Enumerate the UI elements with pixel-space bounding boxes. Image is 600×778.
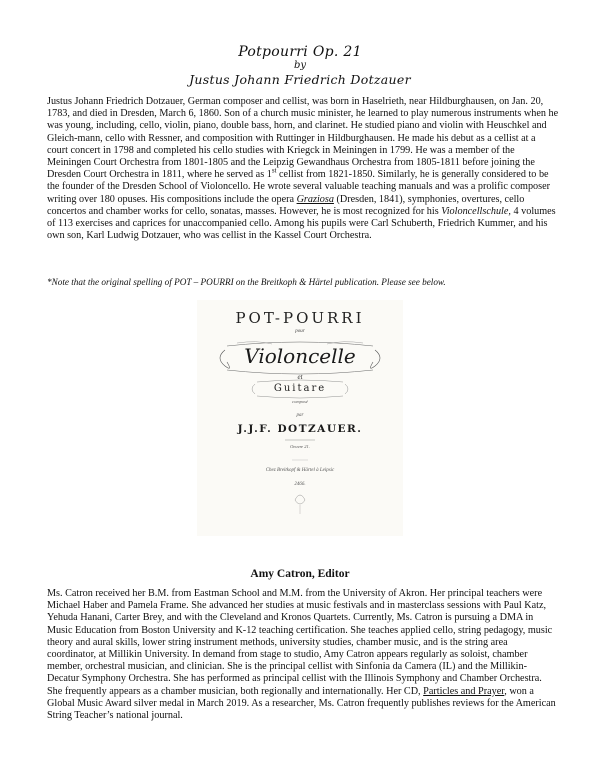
editor-biography — [47, 588, 559, 722]
cover-et: et — [297, 373, 303, 381]
cover-ornaments — [197, 300, 403, 536]
bio-superscript: st — [271, 166, 277, 175]
editor-heading: Amy Catron, Editor — [250, 568, 350, 580]
opera-graziosa: Graziosa — [296, 193, 334, 205]
composer-name: Justus Johann Friedrich Dotzauer — [189, 72, 411, 87]
cover-guitare: Guitare — [273, 383, 327, 394]
cover-plate-number: 2466. — [294, 482, 306, 487]
composer-biography — [47, 96, 559, 242]
by-line: by — [293, 60, 307, 71]
cover-title: POT-POURRI — [235, 309, 365, 327]
bio-text-4: 4 volumes of 113 exercises and caprices for unaccompanied cello. Among his pupils were Carl Schuberth, Friedrich Kummer, and his own son, Karl Ludwig Dotzauer, who was cellist in the Kassel Court Orchestra. — [47, 205, 556, 242]
cover-author: J.J.F. DOTZAUER. — [237, 423, 363, 435]
bio-text-2: cellist from 1821-1850. Similarly, he is generally considered to be the founder of the Dresden School of Violoncello. He wrote several valuable teaching manuals and was a prolific composer writing over 180 opuses. His compositions include the opera — [47, 169, 551, 205]
cd-title: Particles and Prayer — [423, 685, 505, 697]
cover-publisher: Chez Breitkopf & Härtel à Leipsic — [265, 468, 335, 473]
bio-text-3: (Dresden, 1841), symphonies, overtures, cello concertos and chamber works for cello, sonatas, masses. However, he is most recognized for his — [47, 193, 525, 217]
cover-par: par — [296, 413, 304, 418]
violoncellschule-title: Violoncellschule, — [441, 205, 511, 217]
cover-opus: Oeuvre 21. — [290, 444, 310, 449]
page-title: Potpourri Op. 21 — [238, 44, 362, 60]
editor-bio-text-1: Ms. Catron received her B.M. from Eastman School and M.M. from the University of Akron. Her principal teachers were Michael Haber and Pamela Frame. She advanced her studies at music festivals and in masterclass sessions with Paul Katz, Yehuda Hanani, Carter Brey, and with the Cleveland and Kronos Quartets. Currently, Ms. Catron is pursuing a DMA in Music Education from Boston University and K-12 teaching certification. She teaches applied cello, string pedagogy, music theory and aural skills, lower string instrument methods, university studies, chamber music, and is the string area coordinator, at Millikin University. In demand from stage to studio, Amy Catron appears regularly as soloist, chamber member, orchestral musician, and clinician. She is the principal cellist with Sinfonia da Camera (IL) and the Millikin-Decatur Symphony Orchestra. She has performed as principal cellist with the Illinois Symphony and Chamber Orchestra. She frequently appears as a chamber musician, both regionally and internationally. Her CD, — [47, 588, 553, 697]
original-cover-image — [197, 300, 403, 536]
cover-compose: composé — [292, 399, 308, 404]
editor-bio-text-2: , won a Global Music Award silver medal in March 2019. As a researcher, Ms. Catron frequently publishes reviews for the American String Teacher’s national journal. — [47, 685, 556, 722]
title-block — [0, 44, 600, 87]
cover-pour: pour — [295, 329, 305, 334]
cover-violoncelle: Violoncelle — [244, 344, 356, 368]
spelling-note: *Note that the original spelling of POT – POURRI on the Breitkoph & Härtel publication. Please see below. — [47, 277, 446, 287]
bio-text-1: Justus Johann Friedrich Dotzauer, German composer and cellist, was born in Haselrieth, near Hildburghausen, on Jan. 20, 1783, and died in Dresden, March 6, 1860. Son of a church music minister, he learned to play numerous instruments when he was young, including, cello, violin, piano, double bass, horn, and clarinet. He studied piano and violin with Heuschkel and Gleich-mann, cello with Ressner, and composition with Ruttinger in Hildburghausen. He made his debut as a cellist at a court concert in 1798 and completed his cello studies with Kriegck in Meiningen in 1799. He was a member of the Meiningen Court Orchestra from 1801-1805 and the Leipzig Gewandhaus Orchestra from 1805-1811 before joining the Dresden Court Orchestra in 1811, where he served as 1 — [47, 96, 559, 181]
